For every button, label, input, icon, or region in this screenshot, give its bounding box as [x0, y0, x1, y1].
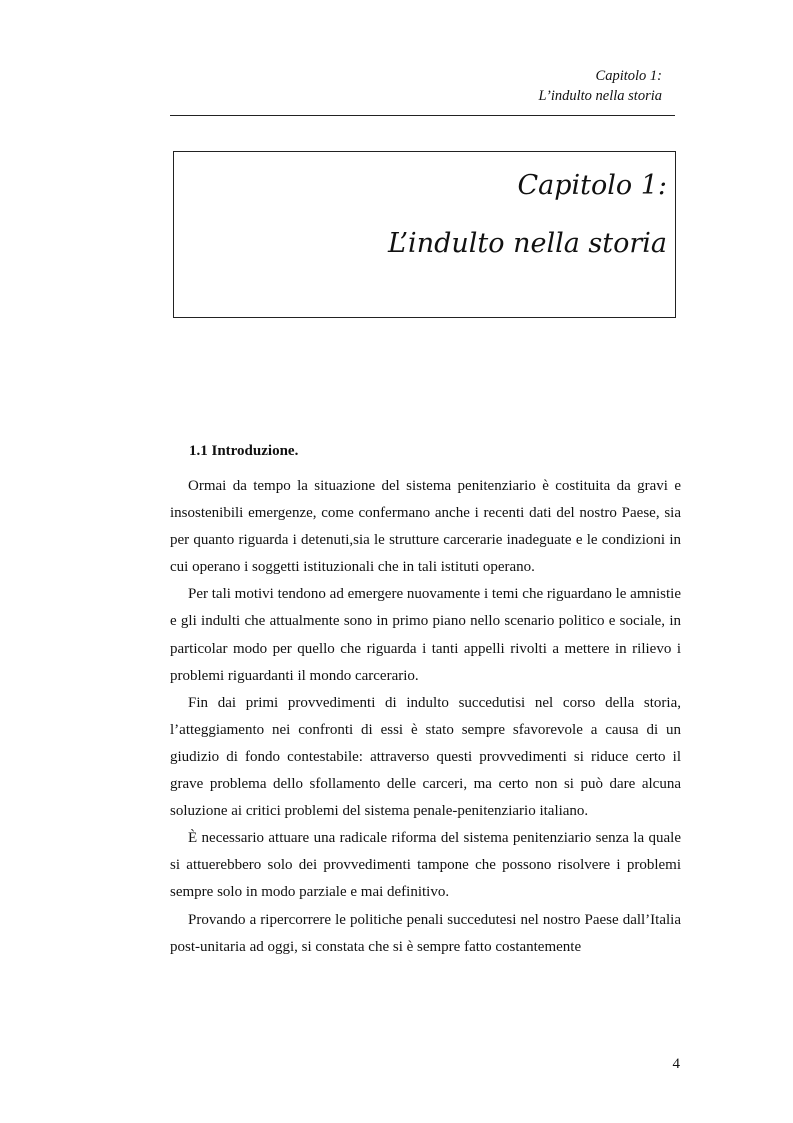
body-text [170, 473, 681, 961]
chapter-number: Capitolo 1: [517, 170, 667, 201]
chapter-title-box [173, 151, 676, 318]
header-rule [170, 115, 675, 116]
paragraph: Ormai da tempo la situazione del sistema penitenziario è costituita da gravi e insostenibili emergenze, come confermano anche i recenti dati del nostro Paese, sia per quanto riguarda i detenuti,sia le strutture carcerarie inadeguate e le condizioni in cui operano i soggetti istituzionali che in tali istituti operano. [170, 478, 681, 576]
section-heading: 1.1 Introduzione. [189, 443, 299, 459]
running-header [538, 66, 662, 106]
running-header-title: L’indulto nella storia [538, 88, 662, 104]
page-number: 4 [672, 1056, 680, 1072]
paragraph: È necessario attuare una radicale riforma del sistema penitenziario senza la quale si attuerebbero solo dei provvedimenti tampone che possono risolvere i problemi sempre solo in modo parziale e mai definitivo. [170, 830, 681, 901]
running-header-chapter: Capitolo 1: [595, 68, 662, 84]
paragraph: Provando a ripercorrere le politiche penali succedutesi nel nostro Paese dall’Italia post-unitaria ad oggi, si constata che si è sempre fatto costantemente [170, 911, 681, 955]
paragraph: Fin dai primi provvedimenti di indulto succedutisi nel corso della storia, l’atteggiamento nei confronti di essi è stato sempre sfavorevole a causa di un giudizio di fondo contestabile: attraverso questi provvedimenti si riduce certo il grave problema dello sfollamento delle carceri, ma certo non si può dare alcuna soluzione ai critici problemi del sistema penale-penitenziario italiano. [170, 694, 681, 820]
paragraph: Per tali motivi tendono ad emergere nuovamente i temi che riguardano le amnistie e gli indulti che attualmente sono in primo piano nello scenario politico e sociale, in particolar modo per quello che riguarda i tanti appelli rivolti a mettere in rilievo i problemi riguardanti il mondo carcerario. [170, 586, 681, 684]
chapter-title: L’indulto nella storia [388, 228, 667, 259]
